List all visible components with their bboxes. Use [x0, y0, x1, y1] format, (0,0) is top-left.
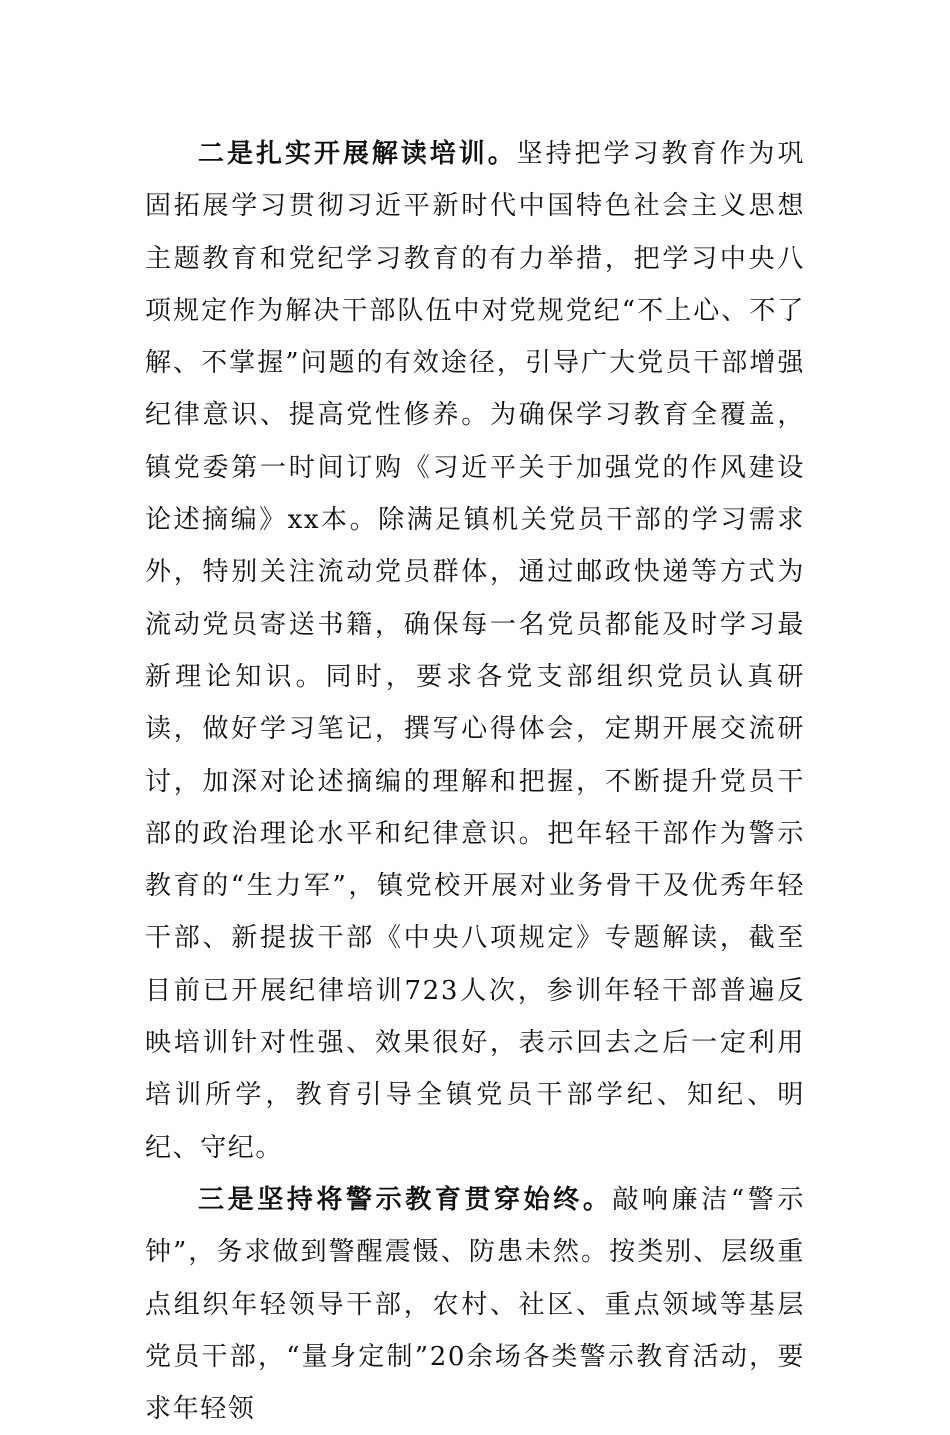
paragraph-lead-heading: 二是扎实开展解读培训。 [198, 139, 517, 169]
paragraph-body-text: 坚持把学习教育作为巩固拓展学习贯彻习近平新时代中国特色社会主义思想主题教育和党纪学习教育的有力举措，把学习中央八项规定作为解决干部队伍中对党规党纪“不上心、不了解、不掌握”问题的有效途径，引导广大党员干部增强纪律意识、提高党性修养。为确保学习教育全覆盖，镇党委第一时间订购《习近平关于加强党的作风建设论述摘编》xx本。除满足镇机关党员干部的学习需求外，特别关注流动党员群体，通过邮政快递等方式为流动党员寄送书籍，确保每一名党员都能及时学习最新理论知识。同时，要求各党支部组织党员认真研读，做好学习笔记，撰写心得体会，定期开展交流研讨，加深对论述摘编的理解和把握，不断提升党员干部的政治理论水平和纪律意识。把年轻干部作为警示教育的“生力军”，镇党校开展对业务骨干及优秀年轻干部、新提拔干部《中央八项规定》专题解读，截至目前已开展纪律培训723人次，参训年轻干部普遍反映培训针对性强、效果很好，表示回去之后一定利用培训所学，教育引导全镇党员干部学纪、知纪、明纪、守纪。 [145, 139, 805, 1163]
paragraph-lead-heading: 三是坚持将警示教育贯穿始终。 [198, 1184, 613, 1215]
paragraph-warning-education [145, 1174, 805, 1435]
paragraph-body-text: 敲响廉洁“警示钟”，务求做到警醒震慑、防患未然。按类别、层级重点组织年轻领导干部，农村、社区、重点领域等基层党员干部，“量身定制”20余场各类警示教育活动，要求年轻领 [145, 1184, 805, 1425]
paragraph-training [145, 128, 805, 1174]
document-body [145, 128, 805, 1435]
